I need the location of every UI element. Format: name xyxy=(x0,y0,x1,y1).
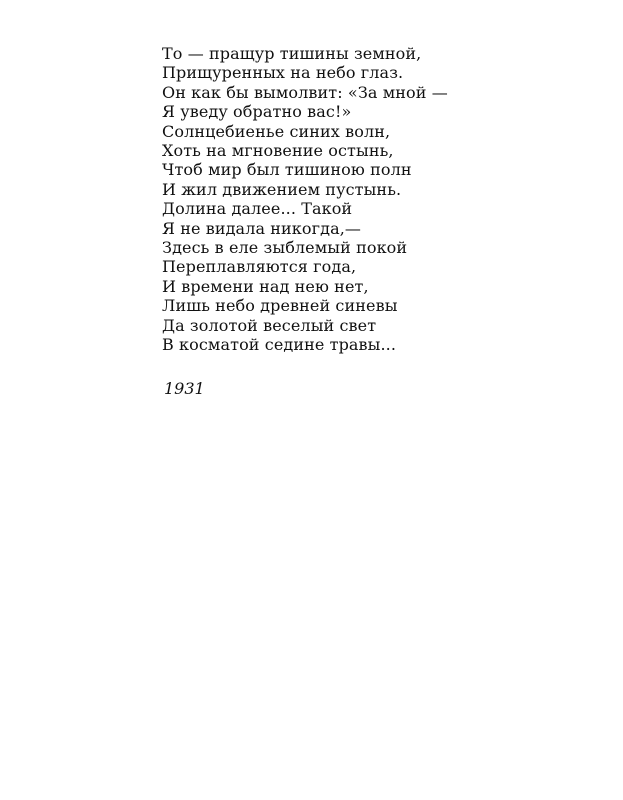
poem-line: Я не видала никогда,— xyxy=(162,218,361,238)
poem-line: Переплавляются года, xyxy=(162,257,357,277)
poem-line: Да золотой веселый свет xyxy=(162,315,377,335)
poem-line: Лишь небо древней синевы xyxy=(162,296,398,316)
poem-line: Он как бы вымолвит: «За мной — xyxy=(162,82,448,102)
poem-line: Хоть на мгновение остынь, xyxy=(162,141,394,161)
poem-text xyxy=(162,44,462,355)
poem-line: И времени над нею нет, xyxy=(162,276,369,296)
poem-line: И жил движением пустынь. xyxy=(162,179,402,199)
poem-date: 1931 xyxy=(164,379,205,398)
poem-line: То — пращур тишины земной, xyxy=(162,44,422,63)
poem-line: Прищуренных на небо глаз. xyxy=(162,63,404,83)
poem-line: В косматой седине травы... xyxy=(162,335,397,355)
poem-line: Солнцебиенье синих волн, xyxy=(162,121,391,141)
poem-line: Я уведу обратно вас!» xyxy=(162,102,352,122)
poem-line: Долина далее... Такой xyxy=(162,199,353,219)
poem-line: Здесь в еле зыблемый покой xyxy=(162,238,408,258)
poem-line: Чтоб мир был тишиною полн xyxy=(162,160,412,180)
